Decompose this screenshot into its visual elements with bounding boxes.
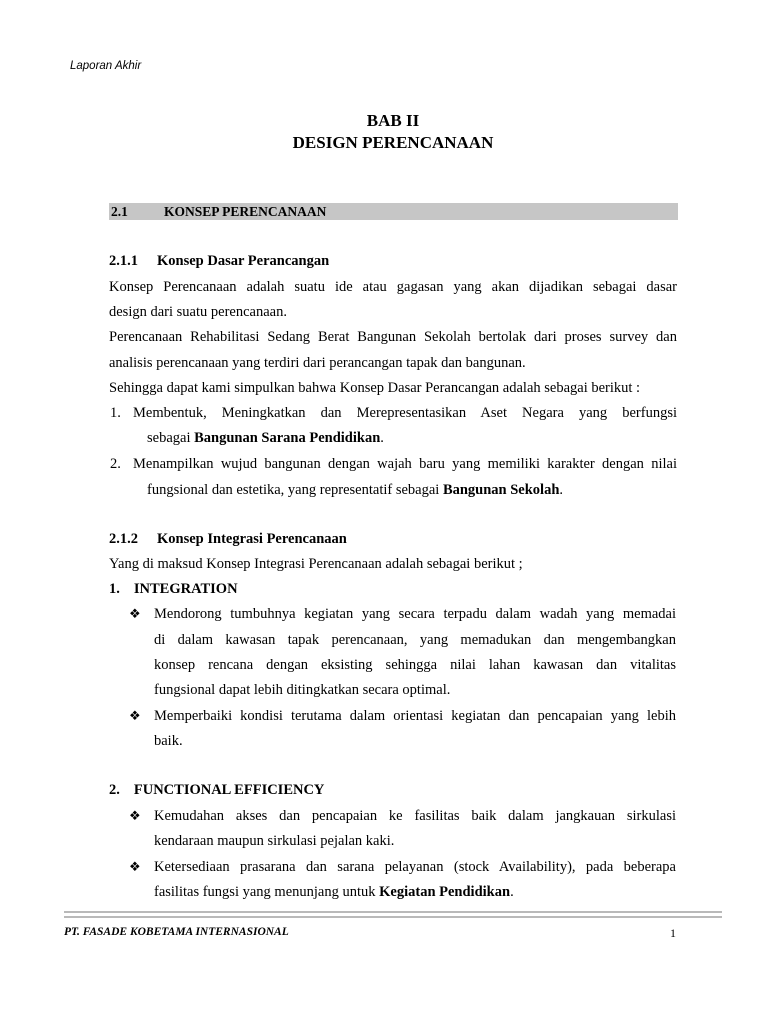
diamond-bullet-icon: ❖ — [129, 859, 141, 874]
paragraph-line: analisis perencanaan yang terdiri dari perancangan tapak dan bangunan. — [109, 355, 526, 371]
paragraph-line: Perencanaan Rehabilitasi Sedang Berat Bangunan Sekolah bertolak dari proses survey dan — [109, 329, 677, 345]
page-number: 1 — [670, 926, 676, 940]
emphasis: Bangunan Sarana Pendidikan — [194, 430, 381, 446]
bullet-line: di dalam kawasan tapak perencanaan, yang memadukan dan mengembangkan — [154, 632, 676, 648]
list-heading-title: INTEGRATION — [133, 581, 238, 597]
bullet-line: Mendorong tumbuhnya kegiatan yang secara terpadu dalam wadah yang memadai — [154, 606, 676, 622]
list-item-line: sebagai Bangunan Sarana Pendidikan. — [147, 430, 384, 446]
section-title: KONSEP PERENCANAAN — [164, 204, 327, 219]
subsection-number: 2.1.2 — [109, 531, 138, 547]
bullet-line: kendaraan maupun sirkulasi pejalan kaki. — [154, 833, 395, 849]
diamond-bullet-icon: ❖ — [129, 606, 141, 621]
bullet-line: baik. — [154, 733, 183, 749]
list-item-line: fungsional dan estetika, yang representatif sebagai Bangunan Sekolah. — [147, 482, 564, 498]
emphasis: Bangunan Sekolah — [442, 482, 560, 498]
list-heading — [109, 581, 238, 598]
list-heading — [109, 782, 324, 799]
list-marker: 2. — [110, 456, 121, 472]
bullet-line: fungsional dapat lebih ditingkatkan secara optimal. — [154, 682, 451, 698]
running-header: Laporan Akhir — [70, 60, 142, 72]
list-heading-number: 1. — [109, 581, 120, 597]
footer-company: PT. FASADE KOBETAMA INTERNASIONAL — [64, 926, 289, 938]
list-item-line: Membentuk, Meningkatkan dan Merepresentasikan Aset Negara yang berfungsi — [133, 405, 677, 421]
bullet-line: Memperbaiki kondisi terutama dalam orientasi kegiatan dan pencapaian yang lebih — [154, 708, 676, 724]
footer-divider — [64, 911, 722, 913]
bullet-line: konsep rencana dengan eksisting sehingga nilai lahan kawasan dan vitalitas — [154, 657, 676, 673]
subsection-title: Konsep Integrasi Perencanaan — [157, 531, 347, 547]
paragraph-line: design dari suatu perencanaan. — [109, 304, 287, 320]
footer-divider — [64, 916, 722, 918]
emphasis: Kegiatan Pendidikan — [379, 884, 511, 900]
diamond-bullet-icon: ❖ — [129, 808, 141, 823]
paragraph-line: Sehingga dapat kami simpulkan bahwa Konsep Dasar Perancangan adalah sebagai berikut : — [109, 380, 641, 396]
section-number: 2.1 — [111, 204, 128, 219]
diamond-bullet-icon: ❖ — [129, 708, 141, 723]
subsection-heading — [109, 531, 347, 548]
subsection-title: Konsep Dasar Perancangan — [157, 253, 330, 269]
list-marker: 1. — [110, 405, 121, 421]
list-heading-number: 2. — [109, 782, 120, 798]
list-heading-title: FUNCTIONAL EFFICIENCY — [133, 782, 325, 798]
subsection-number: 2.1.1 — [109, 253, 138, 269]
paragraph-line: Yang di maksud Konsep Integrasi Perencanaan adalah sebagai berikut ; — [109, 556, 523, 572]
bullet-line: Kemudahan akses dan pencapaian ke fasilitas baik dalam jangkauan sirkulasi — [154, 808, 676, 824]
bullet-line: fasilitas fungsi yang menunjang untuk Kegiatan Pendidikan. — [154, 884, 514, 900]
subsection-heading — [109, 253, 329, 270]
list-item-line: Menampilkan wujud bangunan dengan wajah baru yang memiliki karakter dengan nilai — [133, 456, 677, 472]
paragraph-line: Konsep Perencanaan adalah suatu ide atau gagasan yang akan dijadikan sebagai dasar — [109, 279, 677, 295]
section-heading-bar — [109, 203, 678, 220]
chapter-title: DESIGN PERENCANAAN — [292, 133, 494, 152]
chapter-number: BAB II — [366, 111, 420, 130]
bullet-line: Ketersediaan prasarana dan sarana pelayanan (stock Availability), pada beberapa — [154, 859, 676, 875]
